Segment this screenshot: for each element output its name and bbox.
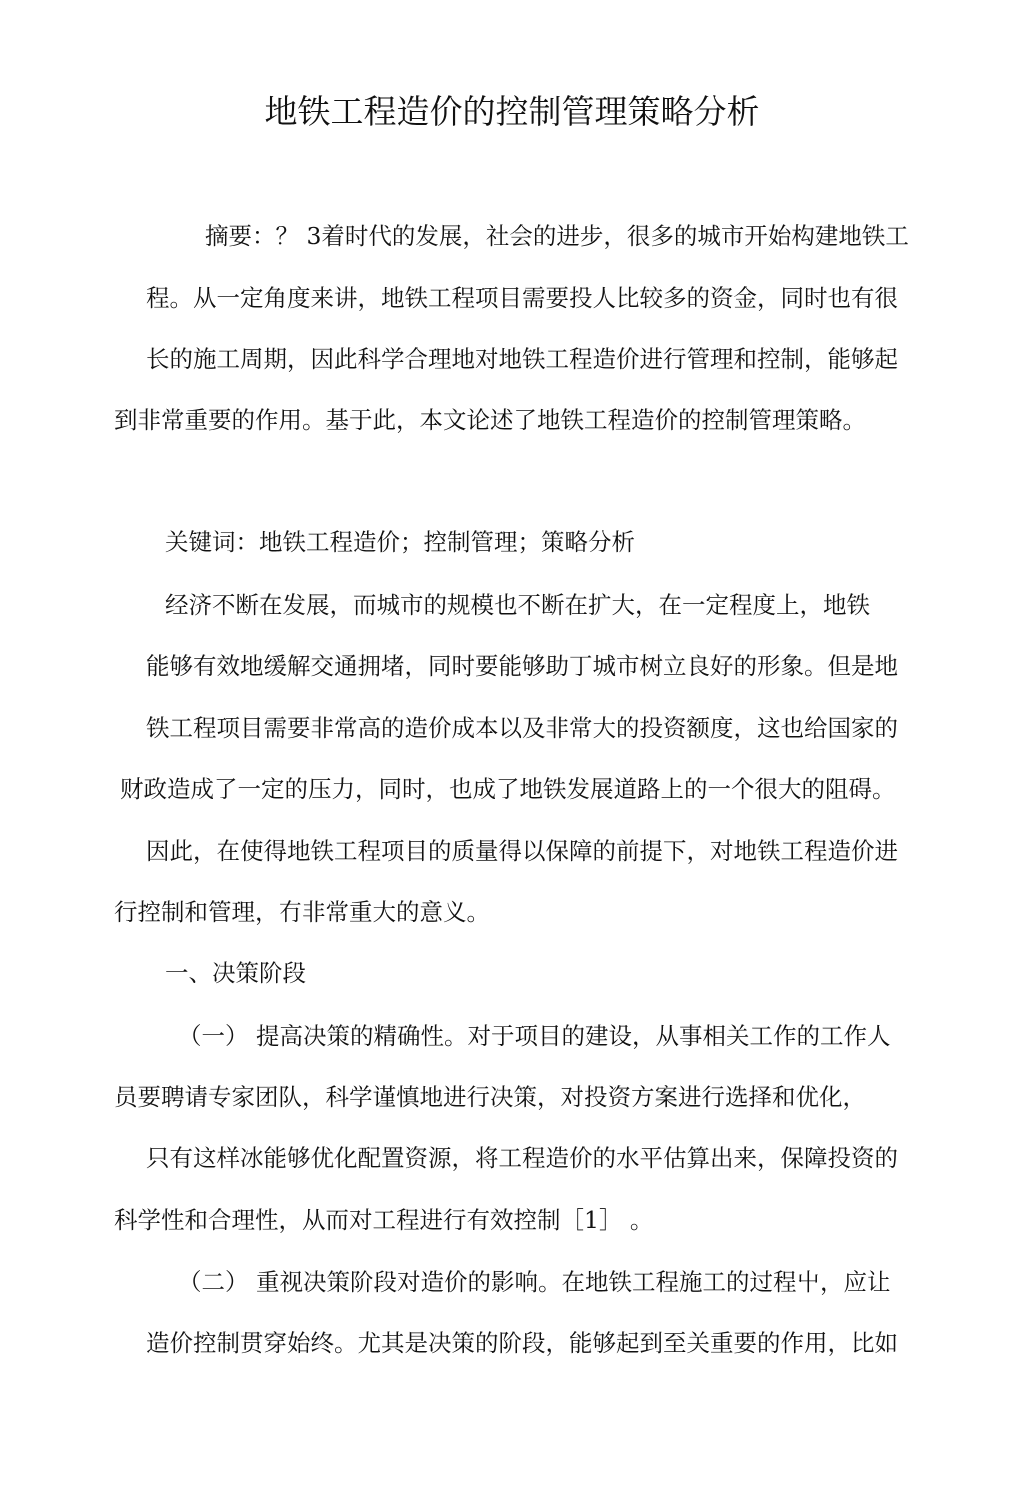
abstract-line-2: 程。从一定角度来讲，地铁工程项目需要投人比较多的资金，同时也有很 bbox=[146, 284, 898, 312]
intro-line-1: 经济不断在发展，而城市的规模也不断在扩大，在一定程度上，地铁 bbox=[165, 591, 870, 619]
keywords-line: 关键词：地铁工程造价；控制管理；策略分析 bbox=[165, 528, 635, 556]
section-1-line-1: （一） 提高决策的精确性。对于项目的建设，从事相关工作的工作人 bbox=[178, 1022, 891, 1050]
section-1-line-2: 员要聘请专家团队，科学谨慎地进行决策，对投资方案进行选择和优化， bbox=[114, 1083, 866, 1111]
abstract-line-4: 到非常重要的作用。基于此，本文论述了地铁工程造价的控制管理策略。 bbox=[114, 406, 866, 434]
intro-line-2: 能够有效地缓解交通拥堵，同时要能够助丁城市树立良好的形象。但是地 bbox=[146, 652, 898, 680]
intro-line-4: 财政造成了一定的压力，同时，也成了地铁发展道路上的一个很大的阻碍。 bbox=[120, 775, 896, 803]
intro-line-6: 行控制和管理，冇非常重大的意义。 bbox=[114, 898, 490, 926]
intro-line-5: 因此，在使得地铁工程项目的质量得以保障的前提下，对地铁工程造价进 bbox=[146, 837, 898, 865]
section-1-line-4: 科学性和合理性，从而对工程进行有效控制［1］ 。 bbox=[114, 1206, 654, 1234]
intro-line-3: 铁工程项目需要非常高的造价成本以及非常大的投资额度，这也给国家的 bbox=[146, 714, 898, 742]
document-title: 地铁工程造价的控制管理策略分析 bbox=[264, 92, 760, 131]
abstract-line-1: 摘要：？ 3着时代的发展，社会的进步，很多的城市开始构建地铁工 bbox=[205, 222, 909, 250]
section-2-line-2: 造价控制贯穿始终。尤其是决策的阶段，能够起到至关重要的作用，比如 bbox=[146, 1329, 898, 1357]
section-2-line-1: （二） 重视决策阶段对造价的影响。在地铁工程施工的过程屮，应让 bbox=[178, 1268, 891, 1296]
abstract-line-3: 长的施工周期，因此科学合理地对地铁工程造价进行管理和控制，能够起 bbox=[146, 345, 898, 373]
section-1-line-3: 只有这样冰能够优化配置资源，将工程造价的水平估算出来，保障投资的 bbox=[146, 1144, 898, 1172]
section-heading: 一、决策阶段 bbox=[165, 959, 306, 987]
